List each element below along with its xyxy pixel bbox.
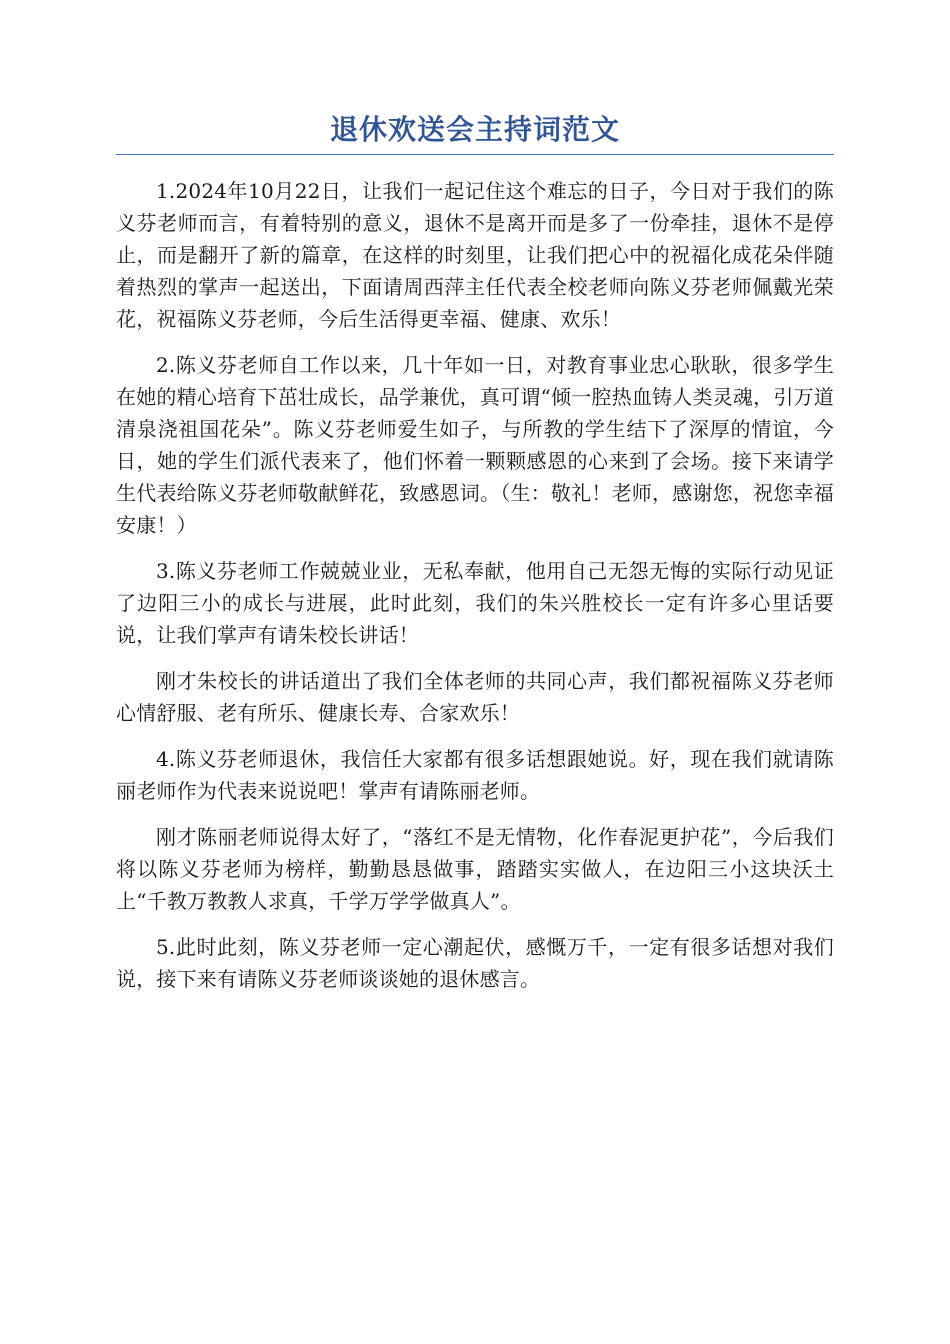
document-page — [116, 108, 834, 1009]
paragraph-5: 4.陈义芬老师退休，我信任大家都有很多话想跟她说。好，现在我们就请陈丽老师作为代表来说说吧！掌声有请陈丽老师。 — [116, 747, 834, 803]
title-underline — [116, 154, 834, 155]
paragraph-7: 5.此时此刻，陈义芬老师一定心潮起伏，感慨万千，一定有很多话想对我们说，接下来有请陈义芬老师谈谈她的退休感言。 — [116, 935, 834, 991]
paragraph-4: 刚才朱校长的讲话道出了我们全体老师的共同心声，我们都祝福陈义芬老师心情舒服、老有所乐、健康长寿、合家欢乐！ — [116, 669, 834, 725]
paragraph-2: 2.陈义芬老师自工作以来，几十年如一日，对教育事业忠心耿耿，很多学生在她的精心培育下茁壮成长，品学兼优，真可谓“倾一腔热血铸人类灵魂，引万道清泉浇祖国花朵”。陈义芬老师爱生如子，与所教的学生结下了深厚的情谊，今日，她的学生们派代表来了，他们怀着一颗颗感恩的心来到了会场。接下来请学生代表给陈义芬老师敬献鲜花，致感恩词。（生：敬礼！老师，感谢您，祝您幸福安康！） — [116, 353, 834, 537]
document-title: 退休欢送会主持词范文 — [329, 113, 620, 146]
paragraph-3: 3.陈义芬老师工作兢兢业业，无私奉献，他用自己无怨无悔的实际行动见证了边阳三小的成长与进展，此时此刻，我们的朱兴胜校长一定有许多心里话要说，让我们掌声有请朱校长讲话！ — [116, 559, 834, 647]
paragraph-6: 刚才陈丽老师说得太好了，“落红不是无情物，化作春泥更护花”，今后我们将以陈义芬老师为榜样，勤勤恳恳做事，踏踏实实做人，在边阳三小这块沃土上“千教万教教人求真，千学万学学做真人”。 — [116, 825, 834, 913]
paragraph-1: 1.2024年10月22日，让我们一起记住这个难忘的日子，今日对于我们的陈义芬老师而言，有着特别的意义，退休不是离开而是多了一份牵挂，退休不是停止，而是翻开了新的篇章，在这样的时刻里，让我们把心中的祝福化成花朵伴随着热烈的掌声一起送出，下面请周西萍主任代表全校老师向陈义芬老师佩戴光荣花，祝福陈义芬老师，今后生活得更幸福、健康、欢乐！ — [116, 179, 834, 331]
